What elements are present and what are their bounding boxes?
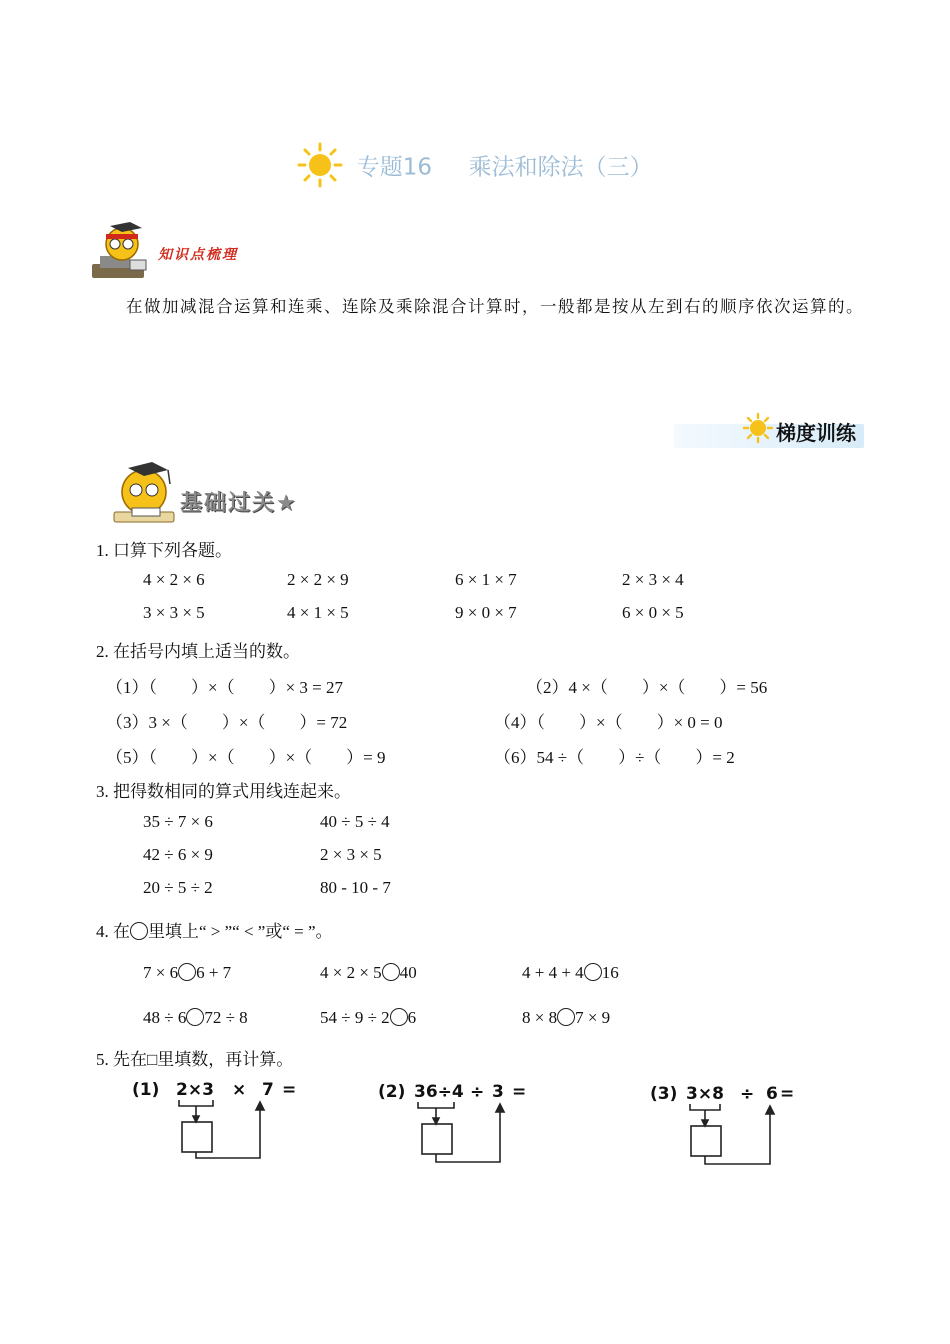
q4-heading	[96, 917, 333, 942]
q4-heading-pre: 4. 在	[96, 922, 130, 941]
q5-item-number: (1)	[132, 1080, 160, 1100]
level-label: 基础过关★	[180, 491, 298, 516]
answer-box[interactable]	[422, 1124, 452, 1154]
compare-circle[interactable]	[178, 963, 196, 981]
compare-circle[interactable]	[382, 963, 400, 981]
q4-item: 54 ÷ 9 ÷ 2 6	[320, 1008, 417, 1027]
q5-item-number: (3)	[650, 1084, 678, 1104]
q1-heading: 1. 口算下列各题。	[96, 541, 232, 560]
q2-item: （2）4 ×（ ）×（ ）= 56	[526, 678, 768, 697]
q4-item: 4 + 4 + 4 16	[522, 963, 619, 982]
answer-box[interactable]	[182, 1122, 212, 1152]
q4-item: 4 × 2 × 5 40	[320, 963, 417, 982]
knowledge-text: 在做加减混合运算和连乘、连除及乘除混合计算时，一般都是按从左到右的顺序依次运算的。	[126, 297, 864, 316]
sun-icon	[742, 412, 774, 444]
q5-item-expr: 3×8	[686, 1084, 724, 1104]
q1-item: 9 × 0 × 7	[455, 603, 517, 622]
compare-circle[interactable]	[557, 1008, 575, 1026]
q1-item: 2 × 2 × 9	[287, 570, 349, 589]
q5-heading: 5. 先在□里填数，再计算。	[96, 1050, 294, 1069]
compare-circle[interactable]	[186, 1008, 204, 1026]
q1-item: 3 × 3 × 5	[143, 603, 205, 622]
q3-left-item: 35 ÷ 7 × 6	[143, 812, 213, 831]
q5-item-op: ÷	[470, 1082, 485, 1102]
q3-right-item: 40 ÷ 5 ÷ 4	[320, 812, 390, 831]
q2-heading: 2. 在括号内填上适当的数。	[96, 642, 300, 661]
q2-item: （4）（ ）×（ ）× 0 = 0	[494, 713, 723, 732]
q2-item: （6）54 ÷（ ）÷（ ）= 2	[494, 748, 735, 767]
q3-right-item: 2 × 3 × 5	[320, 845, 382, 864]
q2-item: （5）（ ）×（ ）×（ ）= 9	[106, 748, 386, 767]
q5-item-op: ×	[232, 1080, 247, 1100]
knowledge-label: 知识点梳理	[158, 247, 238, 263]
title-name: 乘法和除法（三）	[468, 154, 653, 181]
q5-item-number-operand: 3	[492, 1082, 504, 1102]
q1-item: 4 × 2 × 6	[143, 570, 205, 589]
q3-left-item: 42 ÷ 6 × 9	[143, 845, 213, 864]
q1-item: 2 × 3 × 4	[622, 570, 684, 589]
q5-flow-diagram	[686, 1102, 786, 1168]
q5-item-number-operand: 6	[766, 1084, 778, 1104]
compare-circle[interactable]	[390, 1008, 408, 1026]
sun-icon	[297, 142, 343, 188]
page-title	[0, 142, 950, 188]
q4-item: 7 × 6 6 + 7	[143, 963, 232, 982]
circle-blank-icon	[130, 922, 148, 940]
q5-item-op: ÷	[740, 1084, 755, 1104]
mascot-owl-book-icon	[110, 458, 180, 528]
q1-item: 4 × 1 × 5	[287, 603, 349, 622]
q3-heading: 3. 把得数相同的算式用线连起来。	[96, 782, 351, 801]
q3-right-item: 80 - 10 - 7	[320, 878, 391, 897]
q4-item: 48 ÷ 6 72 ÷ 8	[143, 1008, 248, 1027]
q2-item: （3）3 ×（ ）×（ ）= 72	[106, 713, 348, 732]
title-topic: 专题16	[356, 154, 432, 181]
mascot-owl-laptop-icon	[90, 220, 160, 282]
q5-item-equals: =	[780, 1084, 795, 1104]
q5-item-number: (2)	[378, 1082, 406, 1102]
q5-item-expr: 2×3	[176, 1080, 214, 1100]
q5-item-expr: 36÷4	[414, 1082, 464, 1102]
section-badge: 梯度训练	[776, 421, 856, 445]
q3-left-item: 20 ÷ 5 ÷ 2	[143, 878, 213, 897]
q4-item: 8 × 8 7 × 9	[522, 1008, 611, 1027]
q5-item-equals: =	[512, 1082, 527, 1102]
compare-circle[interactable]	[584, 963, 602, 981]
q1-item: 6 × 1 × 7	[455, 570, 517, 589]
q5-flow-diagram	[414, 1100, 514, 1166]
q1-item: 6 × 0 × 5	[622, 603, 684, 622]
q4-heading-post: 里填上“ > ”“ < ”或“ = ”。	[148, 922, 333, 941]
q5-item-equals: =	[282, 1080, 297, 1100]
q2-item: （1）（ ）×（ ）× 3 = 27	[106, 678, 344, 697]
answer-box[interactable]	[691, 1126, 721, 1156]
q5-item-number-operand: 7	[262, 1080, 274, 1100]
q5-flow-diagram	[175, 1098, 275, 1164]
